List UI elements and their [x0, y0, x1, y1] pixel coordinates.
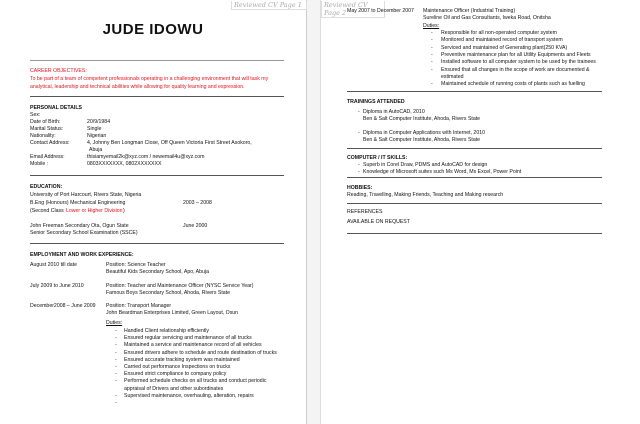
training-title: Diploma in Computer Applications with Internet, 2010: [363, 130, 485, 136]
divider: [347, 148, 602, 149]
duty-item: Monitored and maintained record of transport system: [441, 37, 563, 44]
detail-value: Single: [87, 126, 102, 132]
duty-item: estimated: [441, 73, 464, 80]
bullet: -: [115, 400, 117, 406]
duties-label: Duties:: [106, 320, 123, 326]
training-org: Ben & Salt Computer Institute, Ahoda, Rivers State: [363, 137, 481, 143]
duty-item: Ensured drivers adhere to schedule and route destination of trucks: [124, 349, 277, 356]
detail-label: Marital Status:: [30, 126, 64, 132]
detail-label: Sex:: [30, 112, 41, 118]
detail-value: 4, Johnny Ben Longman Close, Off Queen Victoria First Street Asokoro,: [87, 140, 252, 146]
bullet: -: [431, 66, 433, 73]
section-heading: REFERENCES: [347, 209, 383, 215]
bullet: -: [115, 342, 117, 349]
training-title: Diploma in AutoCAD, 2010: [363, 109, 425, 115]
bullet: -: [431, 44, 433, 51]
divider: [347, 233, 602, 234]
candidate-name: JUDE IDOWU: [102, 21, 204, 38]
job-position: Position: Transport Manager: [106, 303, 172, 309]
bullet: -: [115, 328, 117, 334]
detail-value: 20/9/1984: [87, 119, 111, 125]
duty-item: Preventive maintenance plan for all Utility Equipments and Fleets: [441, 51, 591, 58]
divider: [30, 243, 284, 244]
duty-item: Supervised maintenance, overhauling, alteration, repairs: [124, 392, 254, 399]
job-org: Famous Boys Secondary School, Ahoda, Rivers State: [106, 290, 230, 296]
duty-item: Handled Client relationship efficiently: [124, 328, 209, 334]
education-item: Senior Secondary School Examination (SSCE): [30, 230, 138, 236]
references-text: AVAILABLE ON REQUEST: [347, 219, 410, 225]
job-org: Sureline Oil and Gas Consultants, Iweka Road, Onitsha: [423, 15, 551, 21]
job-position: Position: Teacher and Maintenance Officer (NYSC Service Year): [106, 283, 254, 289]
job-position: Maintenance Officer (Industrial Training): [423, 8, 516, 14]
detail-value: Nigerian: [87, 133, 107, 139]
job-date: August 2010 till date: [30, 262, 78, 268]
duty-item: Maintained a service and maintenance record of all vehicles: [124, 342, 262, 349]
section-heading: PERSONAL DETAILS: [30, 105, 82, 111]
job-date: July 2009 to June 2010: [30, 283, 84, 289]
education-item: University of Port Harcourt, Rivers State, Nigeria: [30, 192, 142, 198]
duty-item: Carried out performance Inspections on trucks: [124, 364, 231, 370]
page-2-label: Reviewed CV Page 2: [321, 1, 385, 18]
duty-item: Performed schedule checks on all trucks and conduct periodic: [124, 378, 267, 385]
job-date: December2008 – June 2009: [30, 303, 96, 309]
divider: [347, 91, 602, 92]
skill-item: Knowledge of Microsoft suites such Ms Word, Ms Excel, Power Point: [363, 169, 522, 175]
training-org: Ben & Salt Computer Institute, Ahoda, Rivers State: [363, 116, 481, 122]
duty-item: Ensured that all changes in the scope of work are documented &: [441, 66, 590, 73]
detail-value: 0803XXXXXXX, 0802XXXXXXX: [87, 161, 162, 167]
detail-label: Contact Address:: [30, 140, 70, 146]
detail-label: Date of Birth:: [30, 119, 61, 125]
page-gap: [307, 0, 321, 424]
bullet: -: [115, 335, 117, 342]
bullet: -: [115, 392, 117, 399]
job-date: May 2007 to December 2007: [347, 8, 414, 14]
bullet: -: [115, 349, 117, 356]
duty-item: appraisal of Drivers and other subordinates: [124, 385, 224, 392]
divider: [347, 203, 602, 204]
section-heading: HOBBIES:: [347, 185, 373, 191]
job-position: Position: Science Teacher: [106, 262, 166, 268]
section-heading: EDUCATION:: [30, 184, 63, 190]
education-item: John Freeman Secondary Ota, Ogun State: [30, 223, 129, 229]
duty-item: Maintained schedule of running costs of plants such as fuelling: [441, 81, 585, 88]
bullet: -: [358, 130, 360, 136]
detail-label: Nationality:: [30, 133, 56, 139]
career-text: To be part of a team of competent professionals operating in a challenging environment that will task my: [30, 76, 269, 82]
page-1-label: Reviewed CV Page 1: [231, 1, 307, 10]
section-heading: COMPUTER / IT SKILLS:: [347, 155, 408, 161]
duty-item: Serviced and maintained of Generating plant(250 KVA): [441, 44, 568, 51]
duty-item: Responsible for all non-operated computer system: [441, 30, 557, 36]
bullet: -: [115, 364, 117, 370]
bullet: -: [115, 371, 117, 378]
divider: [347, 177, 602, 178]
duty-item: Installed software to all computer system to be used by the trainees: [441, 59, 596, 66]
duty-item: Ensured accurate tracking system was maintained: [124, 356, 240, 363]
section-heading: EMPLOYMENT AND WORK EXPERIENCE:: [30, 252, 134, 258]
bullet: -: [358, 169, 360, 175]
education-date: June 2000: [183, 223, 208, 229]
career-text: analytical, leadership and technical abilities while allowing for quality learning and expression.: [30, 84, 245, 90]
job-org: Beautiful Kids Secondary School, Apo, Abuja: [106, 269, 209, 275]
education-class: ): [123, 208, 125, 214]
detail-label: Mobile :: [30, 161, 49, 167]
bullet: -: [431, 81, 433, 88]
divider: [30, 60, 284, 61]
education-item: B.Eng (Honours) Mechanical Engineering: [30, 200, 126, 206]
detail-value: Abuja: [89, 147, 103, 153]
bullet: -: [431, 37, 433, 44]
section-heading: TRAININGS ATTENDED: [347, 99, 405, 105]
skill-item: Superb in Corel Draw, PDMS and AutoCAD for design: [363, 162, 488, 168]
bullet: -: [115, 378, 117, 385]
duty-item: Ensured regular servicing and maintenance of all trucks: [124, 335, 252, 342]
bullet: -: [431, 51, 433, 58]
job-org: John Beardman Enterprises Limited, Green Layout, Osun: [106, 310, 239, 316]
duty-item: Ensured strict compliance to company policy: [124, 371, 227, 378]
bullet: -: [115, 356, 117, 363]
hobbies-text: Reading, Travelling, Making Friends, Teaching and Making research: [347, 192, 504, 198]
bullet: -: [431, 59, 433, 66]
education-date: 2003 – 2008: [183, 200, 212, 206]
bullet: -: [431, 30, 433, 36]
education-class-highlight: Lower or Higher Division: [66, 208, 123, 214]
detail-value: thisiamyemail2k@xyz.com / newemail4u@xyz.com: [87, 154, 205, 160]
bullet: -: [358, 162, 360, 168]
divider: [30, 96, 284, 97]
detail-label: Email Address:: [30, 154, 65, 160]
divider: [30, 175, 284, 176]
section-heading: CAREER OBJECTIVES:: [30, 68, 87, 74]
duties-label: Duties:: [423, 23, 440, 29]
bullet: -: [358, 109, 360, 115]
education-class: (Second Class: [30, 208, 64, 214]
